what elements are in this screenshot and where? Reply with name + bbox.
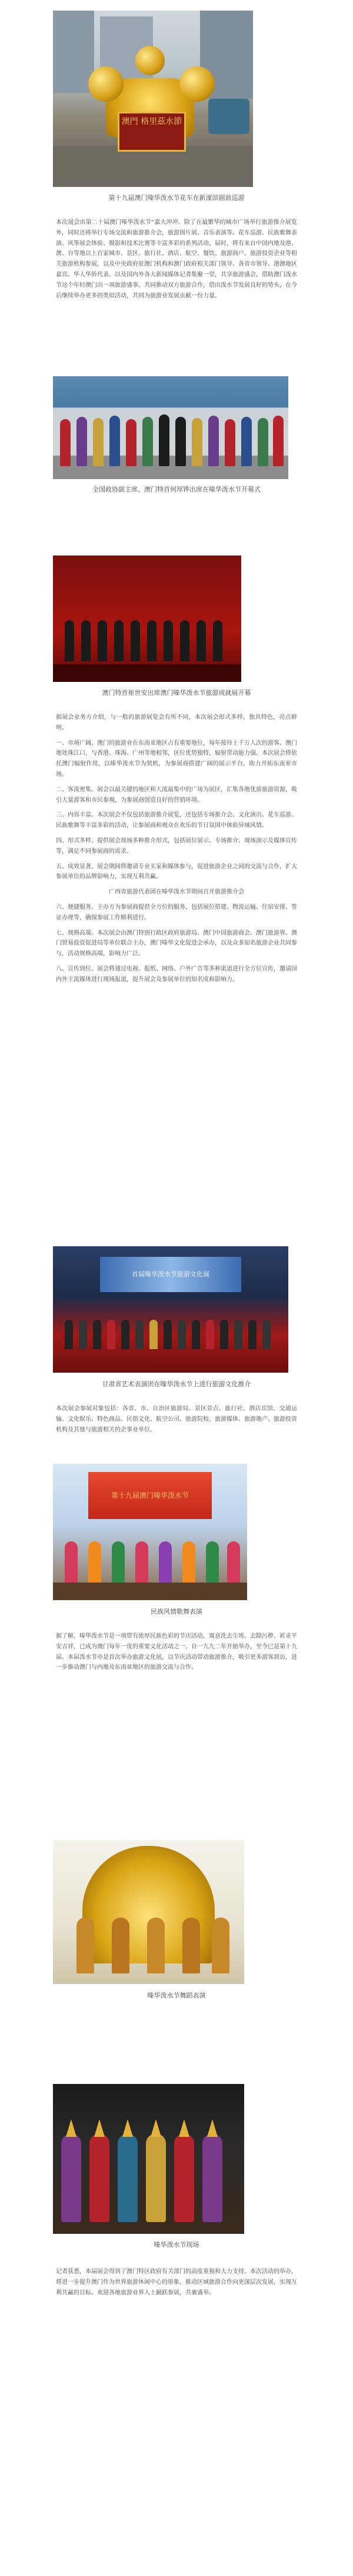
feature-4: 四、形式多样。提供展会现场多种推介形式，包括展位展示、专场推介、现场演示及媒体宣传等，满足不同参展商的需求。 <box>56 837 297 855</box>
feature-6: 六、便捷服务。主办方为参展商提供全方位的服务，包括展位搭建、物流运输、住宿安排、签证办理等，确保参展工作顺利进行。 <box>56 904 297 921</box>
caption-gansu-troupe: 甘肃省艺术表演团在嗪华泼水节上进行旅游文化推介 <box>102 1380 251 1388</box>
float-parade-photo <box>53 11 253 187</box>
feature-8: 八、宣传到位。展会将通过电视、报纸、网络、户外广告等多种渠道进行全方位宣传，邀请国内外主流媒体进行现场报道，提升展会及参展单位的知名度和影响力。 <box>56 965 297 983</box>
feature-1: 一、市场广阔。澳门的旅游业在东南亚地区占有重要地位，每年接待上千万人次的游客。澳门地处珠江口，与香港、珠海、广州等地相邻，区位优势独特，辐射带动能力强。本次展会将依托澳门辐射作用，以嗪华泼水节为契机，为参展商搭建广阔的展示平台，助力开拓东南亚市场。 <box>56 740 297 778</box>
opening-ceremony-photo <box>53 376 288 479</box>
dance-performance-photo <box>53 1840 244 1984</box>
caption-dance-performance: 嗪华泼水节舞蹈表演 <box>147 1992 206 1999</box>
folk-dance-photo <box>53 1464 247 1600</box>
features-section <box>56 712 297 985</box>
festival-history-paragraph: 据了解，嗪华泼水节是一项带有浓厚民族色彩的节庆活动，寓意洗去尘埃、去除污秽、祈求平安吉祥，已成为澳门每年一度的重要文化活动之一。自一九九二年开始举办，至今已是第十九届。本届泼水节亦是首次举办旅游文化展，以节庆活动带动旅游推介，吸引更多游客到访，进一步推动澳门与内地及东南亚地区的旅游交流与合作。 <box>56 1633 297 1671</box>
features-intro: 据展会业务方介绍，与一般的旅游展览会有所不同，本次展会形式多样，独具特色，亮点鲜明。 <box>56 714 297 731</box>
float-sign: 澳門 格里茲水節 <box>118 112 186 152</box>
gansu-troupe-photo <box>53 1246 288 1373</box>
intro-paragraph: 本次展会由第二十届澳门嗪华泼水节“嘉大冲冲。除了在最繁华的城市广场举行旅游推介展览外，同时还将举行专场交流和旅游推介会，旅游图片展、音乐表演等。花车巡游、民族歌舞表演、风筝展会体验、摄影和技术比赛等丰富多彩的系列活动。届时，将有来自中国内地及港、澳、台等地以上百家城市、景区、旅行社、酒店、航空、餐饮、旅游商户、旅游投资企业等相关旅游机构参展，以及中央政府驻澳门机构和澳门政府相关部门领导、各省市领导、港澳地区嘉宾、华人华侨代表。以及国内外各大新闻媒体记者集聚一堂，共享旅游盛会，借助澳门泼水节这个年轻澳门出一项旅游盛事，共同推动双方旅游合作，借由泼水节发展良好的势头，在今后继续举办更多的类似活动，共同为旅游业发展贡献一份力量。 <box>56 219 297 299</box>
exhibitors-paragraph: 本次展会参展对象包括：各省、市、自治区旅游局、景区景点、旅行社、酒店宾馆、交通运输、文化娱乐、特色商品、民俗文化、航空公司、旅游院校、旅游媒体、旅游地产、旅游投资机构及其他与旅游相关的企事业单位。 <box>56 1406 297 1433</box>
feature-2: 二、客流密集。展会以最关键的地区和人流最集中的广场为展区，汇集各地优质旅游资源，吸引大量游客和市民参观，为参展商创造良好的营销环境。 <box>56 786 297 804</box>
caption-festival-scene: 嗪华泼水节现场 <box>154 2241 199 2249</box>
feature-5: 五、成效显著。展会期间将邀请专业买家和媒体参与，促进旅游企业之间的交流与合作，扩大参展单位的品牌影响力，实现互利共赢。 <box>56 863 297 881</box>
caption-float-parade: 第十九届澳门嗪华泼水节花车在新濠滨剧前巡游 <box>108 194 245 202</box>
caption-opening-ceremony: 全国政协副主席、澳门特首何厚铧出席在嗪华泼水节开幕式 <box>92 486 261 493</box>
features-subheading: 广西省旅游代表团在嗪华泼水节期间召开旅游推介会 <box>109 889 244 896</box>
caption-folk-dance: 民族风情歌舞表演 <box>151 1608 202 1615</box>
festival-board: 第十九届澳门嗪华泼水节 <box>88 1472 212 1519</box>
exhibition-opening-photo <box>53 556 241 682</box>
feature-7: 七、规格高端。本次展会由澳门特别行政区政府旅游局、澳门中国旅游商会、澳门旅游界、澳门贸易投资促进局等单位联合主办，澳门嗪华文化促进会承办，以及众多知名旅游企业共同参与，活动规格高端，影响力广泛。 <box>56 929 297 958</box>
exhibition-banner: 首届嗪华泼水节旅游文化展 <box>100 1257 241 1292</box>
festival-scene-photo <box>53 2084 244 2234</box>
closing-paragraph: 记者获悉，本届展会得到了澳门特区政府有关部门的高度重视和大力支持。本次活动的举办，将进一步提升澳门作为世界旅游休闲中心的形象，推动区域旅游合作向更深层次发展，实现互利共赢的目标。欢迎各地旅游业界人士踊跃参展，共襄盛举。 <box>56 2269 297 2296</box>
caption-exhibition-opening: 澳门特首崔世安出席澳门嗪华泼水节旅游成就展开幕 <box>102 689 251 697</box>
feature-3: 三、内容丰富。本次展会不仅包括旅游推介展览，还包括专场推介会、文化演出、花车巡游、民族歌舞等丰富多彩的活动，让参展商和观众在欢乐的节日氛围中体验异域风情。 <box>56 812 297 829</box>
